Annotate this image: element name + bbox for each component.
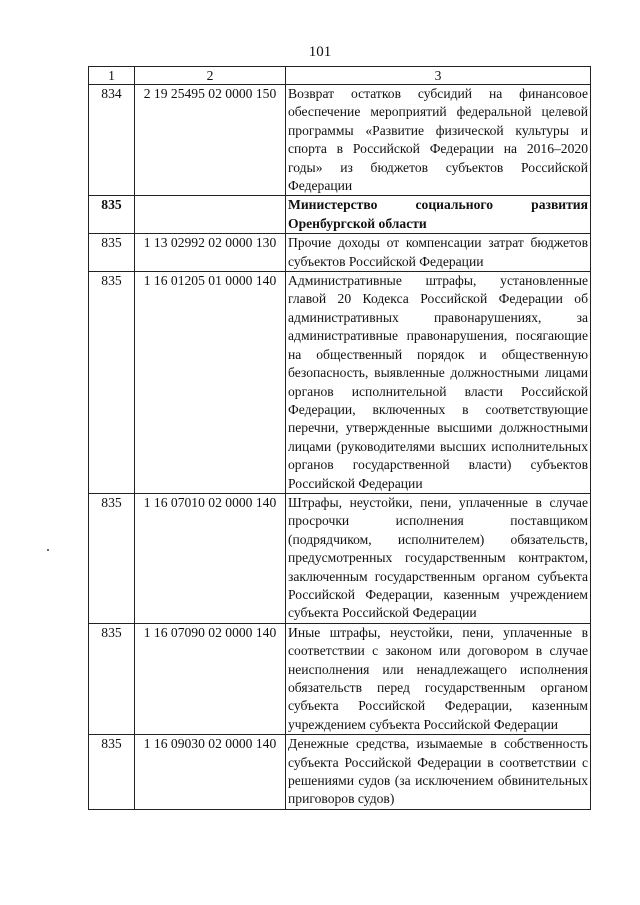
admin-code-cell: 834 [89, 85, 135, 196]
table-row [89, 493, 591, 623]
revenue-code-cell: 1 16 01205 01 0000 140 [135, 272, 286, 494]
column-header-1: 1 [89, 67, 135, 85]
table-row [89, 272, 591, 494]
revenue-name-cell: Денежные средства, изымаемые в собственность субъекта Российской Федерации в соответствии с решениями судов (за исключением обвинительных приговоров судов) [286, 735, 591, 810]
revenue-code-cell: 1 16 09030 02 0000 140 [135, 735, 286, 810]
column-header-2: 2 [135, 67, 286, 85]
revenue-name-cell: Возврат остатков субсидий на финансовое обеспечение мероприятий федеральной целевой программы «Развитие физической культуры и спорта в Российской Федерации на 2016–2020 годы» из бюджетов субъектов Российской Федерации [286, 85, 591, 196]
scan-speck [47, 549, 49, 551]
revenue-name-cell: Штрафы, неустойки, пени, уплаченные в случае просрочки исполнения поставщиком (подрядчиком, исполнителем) обязательств, предусмотренных государственным контрактом, заключенным государственным органом субъекта Российской Федерации, казенным учреждением субъекта Российской Федерации [286, 493, 591, 623]
revenue-code-cell [135, 196, 286, 234]
header-row [89, 67, 591, 85]
revenue-code-cell: 1 16 07090 02 0000 140 [135, 623, 286, 734]
admin-code-cell: 835 [89, 272, 135, 494]
column-header-3: 3 [286, 67, 591, 85]
table-row [89, 735, 591, 810]
admin-code-cell: 835 [89, 196, 135, 234]
admin-code-cell: 835 [89, 735, 135, 810]
table-row-ministry [89, 196, 591, 234]
table-row [89, 85, 591, 196]
table-row [89, 234, 591, 272]
revenue-name-cell: Иные штрафы, неустойки, пени, уплаченные в соответствии с законом или договором в случае неисполнения или ненадлежащего исполнения обязательств перед государственным органом субъекта Российской Федерации, казенным учреждением субъекта Российской Федерации [286, 623, 591, 734]
revenue-code-cell: 2 19 25495 02 0000 150 [135, 85, 286, 196]
revenue-name-cell: Прочие доходы от компенсации затрат бюджетов субъектов Российской Федерации [286, 234, 591, 272]
revenue-code-cell: 1 13 02992 02 0000 130 [135, 234, 286, 272]
table-header [89, 67, 591, 85]
admin-code-cell: 835 [89, 234, 135, 272]
ministry-name-cell: Министерство социального развития Оренбургской области [286, 196, 591, 234]
revenue-name-cell: Административные штрафы, установленные главой 20 Кодекса Российской Федерации об административных правонарушениях, за административные правонарушения, посягающие на общественный порядок и общественную безопасность, выявленные должностными лицами органов исполнительной власти Российской Федерации, включенных в соответствующие перечни, утвержденные высшими должностными лицами (руководителями высших исполнительных органов государственной власти) субъектов Российской Федерации [286, 272, 591, 494]
page-number: 101 [308, 44, 332, 60]
revenue-codes-table [88, 66, 591, 810]
admin-code-cell: 835 [89, 493, 135, 623]
admin-code-cell: 835 [89, 623, 135, 734]
table-body [89, 85, 591, 810]
table-row [89, 623, 591, 734]
revenue-code-cell: 1 16 07010 02 0000 140 [135, 493, 286, 623]
